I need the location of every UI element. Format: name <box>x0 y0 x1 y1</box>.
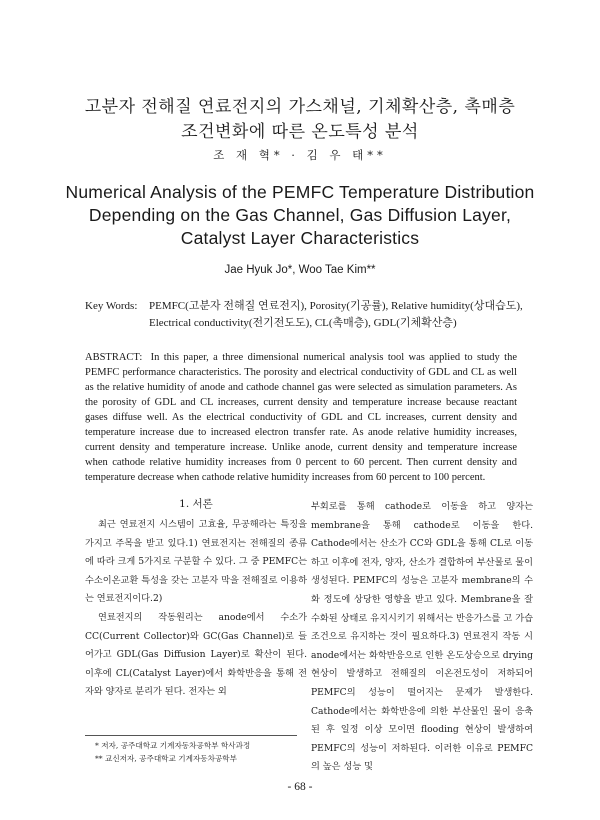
footnote-divider <box>85 735 297 736</box>
authors-english: Jae Hyuk Jo*, Woo Tae Kim** <box>224 264 376 276</box>
section-heading-introduction: 1. 서론 <box>179 498 213 510</box>
title-english-line-3: Catalyst Layer Characteristics <box>180 228 420 248</box>
title-english-line-1: Numerical Analysis of the PEMFC Temperature Distribution <box>65 182 535 202</box>
abstract-text: In this paper, a three dimensional numerical analysis tool was applied to study the PEMFC performance characteristics. The porosity and electrical conductivity of GDL and CL as well as the relative humidity of anode and cathode channel gas were selected as simulation parameters. As the porosity of GDL and CL increases, current density and temperature increase because reactant gases diffuse well. As the electrical conductivity of GDL and CL increases, current density and temperature increase due to increased electron transfer rate. As anode relative humidity increases, current density and temperature increase. Unlike anode, current density and temperature increase when cathode relative humidity increases from 0 percent to 60 percent. Then current density and temperature decrease when cathode relative humidity increases from 60 percent to 100 percent. <box>85 352 517 483</box>
title-korean-line-2: 조건변화에 따른 온도특성 분석 <box>181 122 419 142</box>
abstract-label: ABSTRACT: <box>85 352 143 363</box>
abstract-block <box>85 350 517 485</box>
right-column <box>311 498 533 777</box>
left-paragraph-1: 최근 연료전지 시스템이 고효율, 무공해라는 특징을 가지고 주목을 받고 있다.1) 연료전지는 전해질의 종류에 따라 크게 5가지로 구분할 수 있다. 그 중 PEMFC는 수소이온교환 특성을 갖는 고분자 막을 전해질로 이용하는 연료전지이다.2) <box>85 519 307 605</box>
authors-korean: 조 재 혁* · 김 우 태** <box>213 148 387 162</box>
title-english-line-2: Depending on the Gas Channel, Gas Diffusion Layer, <box>88 205 512 225</box>
footnote-corresponding-author: ** 교신저자, 공주대학교 기계자동차공학부 <box>95 754 237 763</box>
footnote-author: * 저자, 공주대학교 기계자동차공학부 학사과정 <box>95 741 251 750</box>
title-korean-line-1: 고분자 전해질 연료전지의 가스채널, 기체확산층, 촉매층 <box>84 97 516 117</box>
left-column <box>85 516 307 702</box>
keywords-label: Key Words: <box>85 300 138 312</box>
keywords-text: PEMFC(고분자 전해질 연료전지), Porosity(기공률), Relative humidity(상대습도), Electrical conductivity(전기전도도), CL(촉매층), GDL(기체확산층) <box>149 300 523 329</box>
page-number: - 68 - <box>287 781 313 793</box>
left-paragraph-2: 연료전지의 작동원리는 anode에서 수소가 CC(Current Collector)와 GC(Gas Channel)로 들어가고 GDL(Gas Diffusion Layer)로 확산이 된다. 이후에 CL(Catalyst Layer)에서 화학반응을 통해 전자와 양자로 분리가 된다. 전자는 외 <box>85 611 307 698</box>
right-paragraph-1: 부회로를 통해 cathode로 이동을 하고 양자는 membrane을 통해 cathode로 이동을 한다. Cathode에서는 산소가 CC와 GDL을 통해 CL로 이동하고 이후에 전자, 양자, 산소가 결합하여 부산물로 물이 생성된다. PEMFC의 성능은 고분자 membrane의 수화 정도에 상당한 영향을 받고 있다. Membrane을 잘 수화된 상태로 유지시키기 위해서는 반응가스를 고 가습조건으로 유지하는 것이 필요하다.3) 연료전지 작동 시 anode에서는 화학반응으로 인한 온도상승으로 drying 현상이 발생하고 전해질의 이온전도성이 저하되어 PEMFC의 성능이 떨어지는 문제가 발생한다. Cathode에서는 화학반응에 의한 부산물인 물이 응축된 후 일정 이상 모이면 flooding 현상이 발생하여 PEMFC의 성능이 저하된다. 이러한 이유로 PEMFC의 높은 성능 및 <box>311 501 533 773</box>
